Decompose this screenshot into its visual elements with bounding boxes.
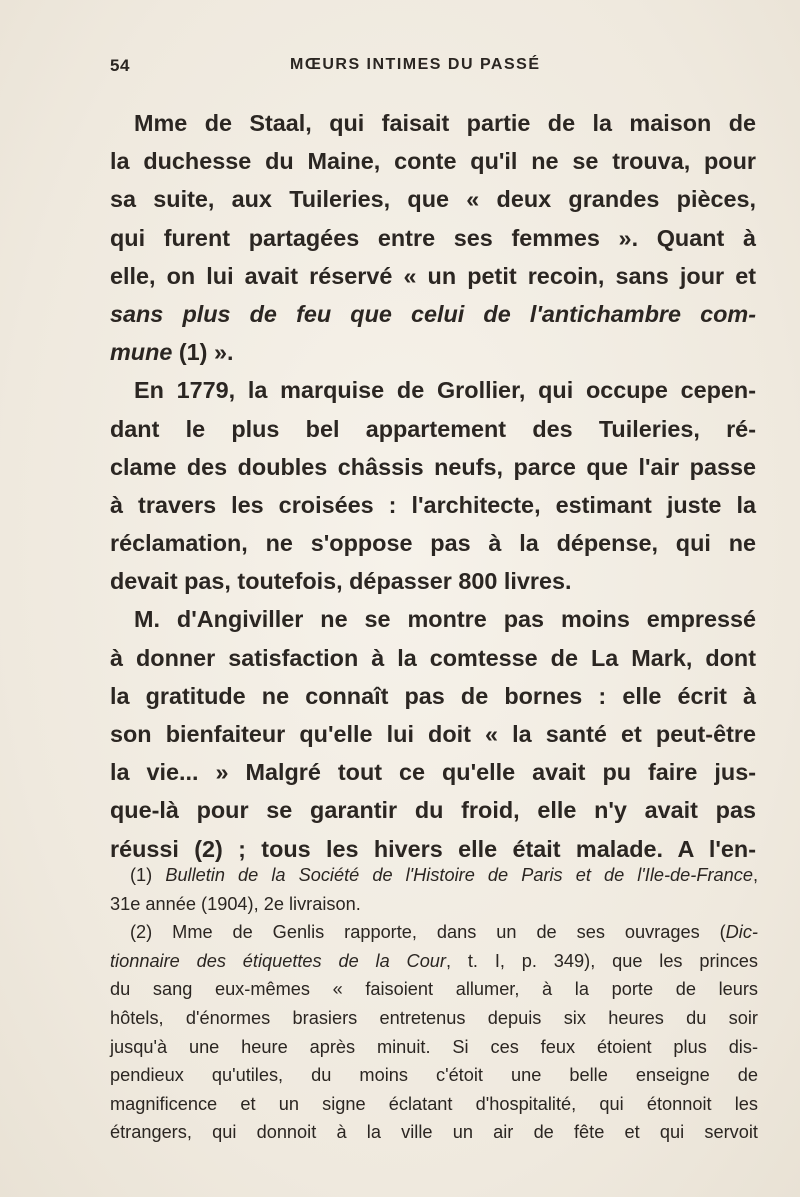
text-line: M. d'Angiviller ne se montre pas moins empressé: [134, 606, 756, 633]
text-line: clame des doubles châssis neufs, parce que l'air passe: [110, 453, 756, 480]
footnote-line: [110, 947, 758, 976]
text-line: En 1779, la marquise de Grollier, qui occupe cepen-: [134, 377, 756, 404]
footnote-fragment: ,: [752, 865, 759, 885]
text-line: devait pas, toutefois, dépasser 800 livres.: [110, 568, 572, 595]
footnote-fragment: Dic-: [725, 922, 758, 943]
text-line: à travers les croisées : l'architecte, estimant juste la: [110, 491, 756, 518]
text-line: réclamation, ne s'oppose pas à la dépense, qui ne: [110, 530, 756, 557]
footnote-line: [110, 861, 758, 890]
footnotes: [110, 861, 758, 1147]
text-line: elle, on lui avait réservé « un petit recoin, sans jour et: [110, 262, 756, 289]
footnote-line: hôtels, d'énormes brasiers entretenus depuis six heures du soir: [110, 1007, 758, 1028]
text-line: la vie... » Malgré tout ce qu'elle avait pu faire jus-: [110, 759, 756, 786]
footnote-fragment: tionnaire des étiquettes de la Cour: [110, 950, 446, 971]
text-line: dant le plus bel appartement des Tuileries, ré-: [110, 415, 756, 442]
text-line: son bienfaiteur qu'elle lui doit « la santé et peut-être: [110, 721, 756, 747]
footnote-title: Bulletin de la Société de l'Histoire de Paris et de l'Ile-de-France: [165, 865, 753, 885]
text-line: qui furent partagées entre ses femmes ». Quant à: [110, 224, 756, 251]
text-line: Mme de Staal, qui faisait partie de la maison de: [134, 110, 756, 136]
text-line: sa suite, aux Tuileries, que « deux grandes pièces,: [110, 186, 756, 213]
text-line: [110, 333, 756, 371]
text-line: sans plus de feu que celui de l'antichambre com-: [110, 300, 756, 327]
footnote-line: du sang eux-mêmes « faisoient allumer, à la porte de leurs: [110, 979, 758, 1000]
running-title: MŒURS INTIMES DU PASSÉ: [290, 56, 541, 73]
text-line: à donner satisfaction à la comtesse de La Mark, dont: [110, 644, 756, 671]
footnote-fragment: , t. I, p. 349), que les princes: [445, 950, 759, 971]
footnote-fragment: (2) Mme de Genlis rapporte, dans un de ses ouvrages (: [130, 922, 726, 943]
footnote-line: jusqu'à une heure après minuit. Si ces feux étoient plus dis-: [110, 1036, 758, 1057]
footnote-line: 31e année (1904), 2e livraison.: [110, 893, 361, 914]
footnote-line: [110, 918, 758, 947]
text-fragment: (1) ».: [172, 339, 234, 366]
footnote-line: pendieux qu'utiles, du moins c'étoit une belle enseigne de: [110, 1065, 758, 1086]
footnote-line: magnificence et un signe éclatant d'hospitalité, qui étonnoit les: [110, 1093, 758, 1114]
text-fragment: mune: [110, 339, 173, 366]
footnote-line: étrangers, qui donnoit à la ville un air de fête et qui servoit: [110, 1122, 758, 1143]
text-line: la gratitude ne connaît pas de bornes : elle écrit à: [110, 682, 756, 709]
main-text: [110, 104, 756, 868]
page-header: [110, 56, 732, 80]
page-number: 54: [110, 56, 130, 75]
text-line: la duchesse du Maine, conte qu'il ne se trouva, pour: [110, 148, 756, 175]
text-line: que-là pour se garantir du froid, elle n'y avait pas: [110, 797, 756, 824]
text-line: réussi (2) ; tous les hivers elle était malade. A l'en-: [110, 835, 756, 862]
footnote-number: (1): [130, 865, 166, 885]
